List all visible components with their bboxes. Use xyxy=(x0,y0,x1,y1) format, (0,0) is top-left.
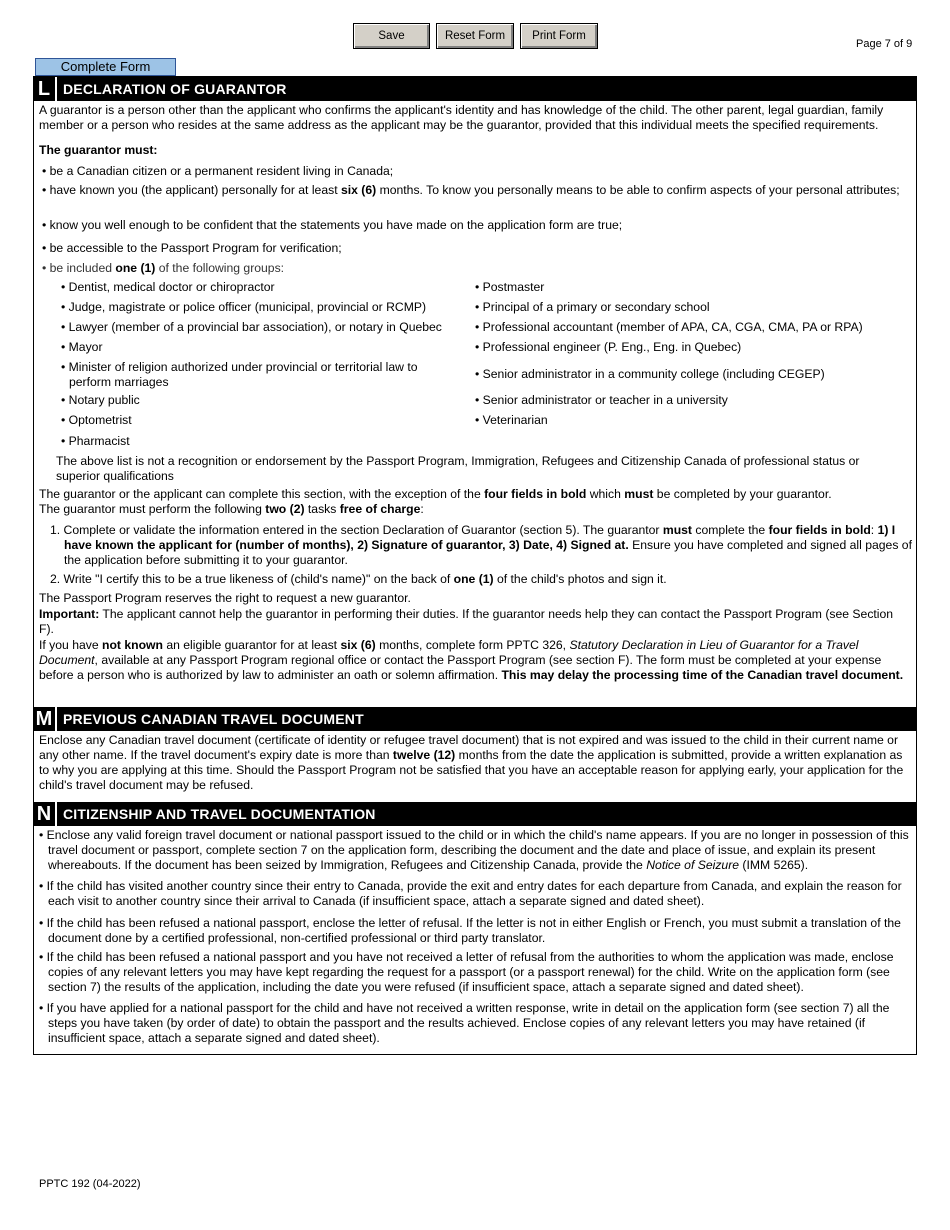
group-item: • Optometrist xyxy=(61,413,132,427)
group-item: • Judge, magistrate or police officer (municipal, provincial or RCMP) xyxy=(61,300,427,314)
group-item: • Pharmacist xyxy=(61,434,130,448)
group-item: • Mayor xyxy=(61,340,103,354)
requirement-item: • have known you (the applicant) personally for at least six (6) months. To know you personally means to be able to confirm aspects of your personal attributes; xyxy=(42,183,900,197)
guarantor-completion-note: The guarantor or the applicant can complete this section, with the exception of the four fields in bold which must be completed by your guarantor. xyxy=(39,487,832,501)
group-item: • Minister of religion authorized under provincial or territorial law to perform marriages xyxy=(61,360,418,389)
group-item: • Senior administrator or teacher in a university xyxy=(475,393,728,407)
previous-travel-document-text: Enclose any Canadian travel document (certificate of identity or refugee travel document) that is not expired and was issued to the child in their current name or any other name. If the travel document's expiry date is more than twelve (12) months from the date the application is submitted, provide a written explanation as to why you are applying at this time. Should the Passport Program not be satisfied that you have an acceptable reason for applying early, your application for the child's travel document may be refused. xyxy=(39,733,904,792)
citizenship-item: • Enclose any valid foreign travel document or national passport issued to the child or in which the child's name appears. If you are no longer in possession of this travel document or passport, complete section 7 on the application form, describing the document and the date and place of issue, and explain its present whereabouts. If the document has been seized by Immigration, Refugees and Citizenship Canada, provide the Notice of Seizure (IMM 5265). xyxy=(39,828,909,872)
group-item: • Veterinarian xyxy=(475,413,548,427)
complete-form-tab[interactable]: Complete Form xyxy=(35,58,176,76)
group-item: • Professional accountant (member of APA, CA, CGA, CMA, PA or RPA) xyxy=(475,320,863,334)
section-n-header xyxy=(33,802,917,826)
requirement-item: • know you well enough to be confident that the statements you have made on the application form are true; xyxy=(42,218,623,232)
page-indicator: Page 7 of 9 xyxy=(856,38,913,50)
group-item: • Dentist, medical doctor or chiropractor xyxy=(61,280,275,294)
section-l-title: DECLARATION OF GUARANTOR xyxy=(63,81,287,97)
requirement-item: • be accessible to the Passport Program for verification; xyxy=(42,241,342,255)
guarantor-task-1: 1. Complete or validate the information entered in the section Declaration of Guarantor (section 5). The guarantor must complete the four fields in bold: 1) I have known the applicant for (number of months), 2) Signature of guarantor, 3) Date, 4) Signed at. Ensure you have completed and signed all pages of the application before submitting it to your guarantor. xyxy=(50,523,912,567)
requirement-item: • be included one (1) of the following groups: xyxy=(42,261,285,275)
reset-form-button[interactable]: Reset Form xyxy=(436,23,514,49)
group-item: • Postmaster xyxy=(475,280,545,294)
section-l-letter: L xyxy=(33,77,57,101)
important-note: Important: The applicant cannot help the guarantor in performing their duties. If the guarantor needs help they can contact the Passport Program (see Section F). xyxy=(39,607,894,636)
requirement-item: • be a Canadian citizen or a permanent resident living in Canada; xyxy=(42,164,394,178)
group-item: • Senior administrator in a community college (including CEGEP) xyxy=(475,367,825,381)
guarantor-tasks-intro: The guarantor must perform the following two (2) tasks free of charge: xyxy=(39,502,424,516)
group-item: • Notary public xyxy=(61,393,140,407)
new-guarantor-note: The Passport Program reserves the right to request a new guarantor. xyxy=(39,591,411,605)
citizenship-item: • If the child has been refused a national passport, enclose the letter of refusal. If the letter is not in either English or French, you must submit a translation of the document done by a certified professional, non-certified professional or third party translator. xyxy=(39,916,901,945)
citizenship-item: • If you have applied for a national passport for the child and have not received a written response, write in detail on the application form (see section 7) all the steps you have taken (by order of date) to obtain the passport and the results achieved. Enclose copies of any relevant letters you may have retained (if insufficient space, attach a separate signed and dated sheet). xyxy=(39,1001,890,1045)
group-item: • Professional engineer (P. Eng., Eng. in Quebec) xyxy=(475,340,742,354)
guarantor-task-2: 2. Write "I certify this to be a true likeness of (child's name)" on the back of one (1) of the child's photos and sign it. xyxy=(50,572,667,586)
group-item: • Lawyer (member of a provincial bar association), or notary in Quebec xyxy=(61,320,442,334)
group-item: • Principal of a primary or secondary school xyxy=(475,300,710,314)
section-m-header xyxy=(33,707,917,731)
citizenship-item: • If the child has visited another country since their entry to Canada, provide the exit and entry dates for each departure from Canada, and explain the reason for each visit to another country since their arrival to Canada (if insufficient space, attach a separate signed and dated sheet). xyxy=(39,879,902,908)
citizenship-item: • If the child has been refused a national passport and you have not received a letter of refusal from the authorities to whom the application was made, enclose copies of any relevant letters you may have kept regarding the request for a passport (or a passport renewal) for the child. Write on the application form (see section 7) the results of the application, including the date you were refused (if insufficient space, attach a separate signed and dated sheet). xyxy=(39,950,894,994)
section-m-letter: M xyxy=(33,707,57,731)
form-code-footer: PPTC 192 (04-2022) xyxy=(39,1178,141,1190)
section-n-title: CITIZENSHIP AND TRAVEL DOCUMENTATION xyxy=(63,806,376,822)
section-n-letter: N xyxy=(33,802,57,826)
list-disclaimer: The above list is not a recognition or endorsement by the Passport Program, Immigration, Refugees and Citizenship Canada of professional status or superior qualifications xyxy=(56,454,860,483)
save-button[interactable]: Save xyxy=(353,23,430,49)
guarantor-must-heading: The guarantor must: xyxy=(39,143,158,157)
guarantor-intro: A guarantor is a person other than the applicant who confirms the applicant's identity and has knowledge of the child. The other parent, legal guardian, family member or a person who resides at the same address as the applicant may be the guarantor, provided that this individual meets the specified requirements. xyxy=(39,103,884,132)
print-form-button[interactable]: Print Form xyxy=(520,23,598,49)
no-guarantor-note: If you have not known an eligible guarantor for at least six (6) months, complete form PPTC 326, Statutory Declaration in Lieu of Guarantor for a Travel Document, available at any Passport Program regional office or contact the Passport Program (see section F). The form must be completed at your expense before a person who is authorized by law to administer an oath or solemn affirmation. This may delay the processing time of the Canadian travel document. xyxy=(39,638,904,682)
section-m-title: PREVIOUS CANADIAN TRAVEL DOCUMENT xyxy=(63,711,364,727)
section-l-header xyxy=(33,77,917,101)
